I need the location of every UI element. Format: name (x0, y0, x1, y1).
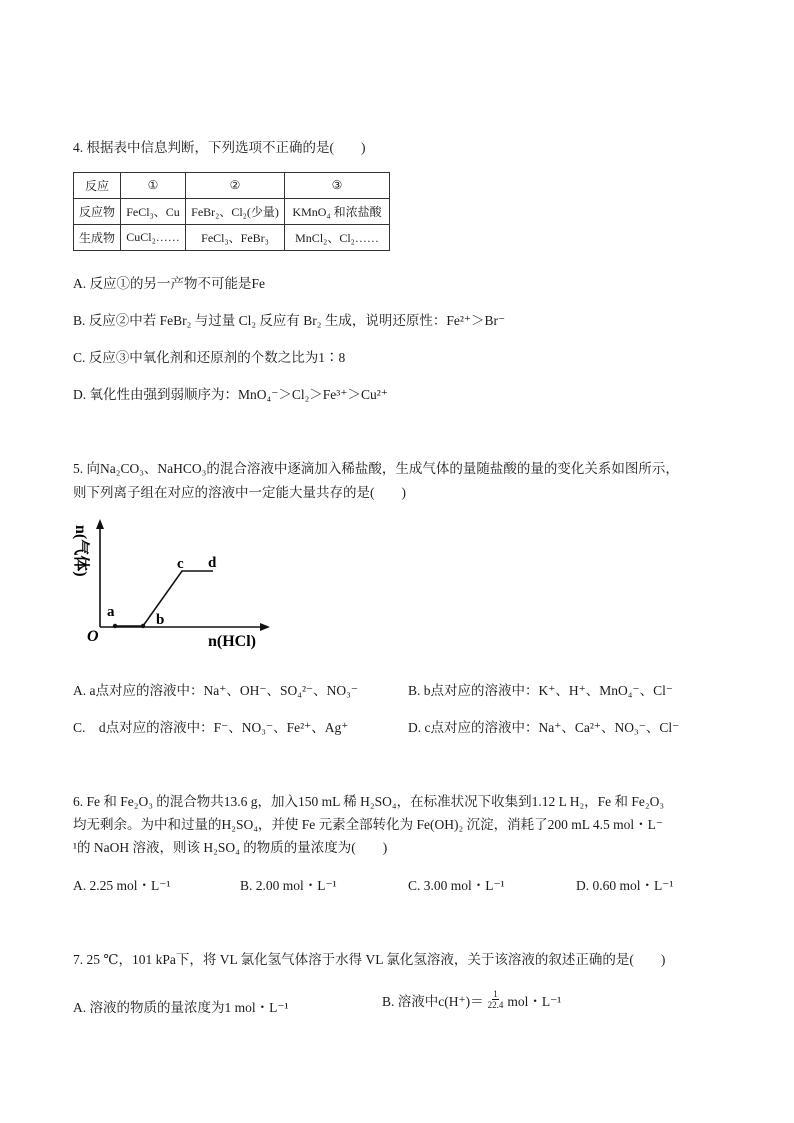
point-b-dot (141, 624, 145, 628)
q4-stem: 4. 根据表中信息判断，下列选项不正确的是( ) (73, 140, 366, 155)
q6-option-b: B. 2.00 mol・L⁻¹ (240, 878, 337, 893)
gas-vs-hcl-graph (70, 515, 290, 655)
q5-option-a: A. a点对应的溶液中：Na⁺、OH⁻、SO₄²⁻、NO₃⁻ (73, 683, 358, 698)
point-a-dot (113, 624, 117, 628)
q7-stem: 7. 25 ℃，101 kPa下，将 VL 氯化氢气体溶于水得 VL 氯化氢溶液，关于该溶液的叙述正确的是( ) (73, 952, 666, 967)
origin-label: O (87, 628, 99, 645)
q7-option-b-suffix: mol・L⁻¹ (507, 994, 562, 1009)
table-cell: FeCl₃、Cu (121, 199, 186, 225)
q6-option-a: A. 2.25 mol・L⁻¹ (73, 878, 171, 893)
q6-option-d: D. 0.60 mol・L⁻¹ (576, 878, 674, 893)
q6-stem-line2: 均无剩余。为中和过量的H₂SO₄，并使 Fe 元素全部转化为 Fe(OH)₂ 沉淀，消耗了200 mL 4.5 mol・L⁻ (73, 817, 663, 832)
q6-option-c: C. 3.00 mol・L⁻¹ (408, 878, 505, 893)
fraction-denominator: 22.4 (487, 1000, 504, 1010)
table-cell: KMnO₄ 和浓盐酸 (285, 199, 390, 225)
point-b-label: b (156, 612, 165, 628)
q7-option-b (382, 990, 561, 1010)
table-cell: FeCl₃、FeBr₃ (186, 225, 285, 251)
q4-option-b: B. 反应②中若 FeBr₂ 与过量 Cl₂ 反应有 Br₂ 生成，说明还原性：Fe²⁺＞Br⁻ (73, 313, 506, 328)
table-header-cell: ① (121, 173, 186, 199)
table-header-cell: ② (186, 173, 285, 199)
table-header-row (74, 173, 390, 199)
table-row (74, 225, 390, 251)
table-row-label: 反应物 (74, 199, 121, 225)
point-d-label: d (208, 555, 217, 571)
table-row-label: 生成物 (74, 225, 121, 251)
point-c-label: c (177, 556, 184, 572)
q4-option-a: A. 反应①的另一产物不可能是Fe (73, 276, 265, 291)
q5-stem-line1: 5. 向Na₂CO₃、NaHCO₃的混合溶液中逐滴加入稀盐酸，生成气体的量随盐酸的量的变化关系如图所示， (73, 461, 679, 476)
table-header-cell: 反应 (74, 173, 121, 199)
y-axis-arrow-icon (96, 519, 104, 529)
fraction-numerator: 1 (493, 989, 498, 999)
reaction-table (73, 172, 390, 251)
q7-option-b-prefix: B. 溶液中c(H⁺)＝ (382, 994, 484, 1009)
q4-option-d: D. 氧化性由强到弱顺序为：MnO₄⁻＞Cl₂＞Fe³⁺＞Cu²⁺ (73, 387, 388, 402)
table-cell: FeBr₂、Cl₂(少量) (186, 199, 285, 225)
table-row (74, 199, 390, 225)
q5-option-d: D. c点对应的溶液中：Na⁺、Ca²⁺、NO₃⁻、Cl⁻ (408, 720, 680, 735)
q4-option-c: C. 反应③中氧化剂和还原剂的个数之比为1∶8 (73, 350, 346, 365)
q6-stem-line1: 6. Fe 和 Fe₂O₃ 的混合物共13.6 g，加入150 mL 稀 H₂SO₄，在标准状况下收集到1.12 L H₂，Fe 和 Fe₂O₃ (73, 794, 665, 809)
x-axis-label: n(HCl) (208, 633, 256, 650)
table-cell: CuCl₂…… (121, 225, 186, 251)
q5-stem-line2: 则下列离子组在对应的溶液中一定能大量共存的是( ) (73, 485, 406, 500)
q5-option-c: C. d点对应的溶液中：F⁻、NO₃⁻、Fe²⁺、Ag⁺ (73, 720, 349, 735)
x-axis-arrow-icon (260, 623, 270, 631)
q5-option-b: B. b点对应的溶液中：K⁺、H⁺、MnO₄⁻、Cl⁻ (408, 683, 673, 698)
fraction (488, 990, 504, 1010)
q7-option-a: A. 溶液的物质的量浓度为1 mol・L⁻¹ (73, 1000, 289, 1015)
point-a-label: a (107, 604, 115, 620)
q6-stem-line3: ¹的 NaOH 溶液，则该 H₂SO₄ 的物质的量浓度为( ) (73, 840, 388, 855)
table-cell: MnCl₂、Cl₂…… (285, 225, 390, 251)
table-header-cell: ③ (285, 173, 390, 199)
y-axis-label: n(气体) (72, 525, 89, 577)
